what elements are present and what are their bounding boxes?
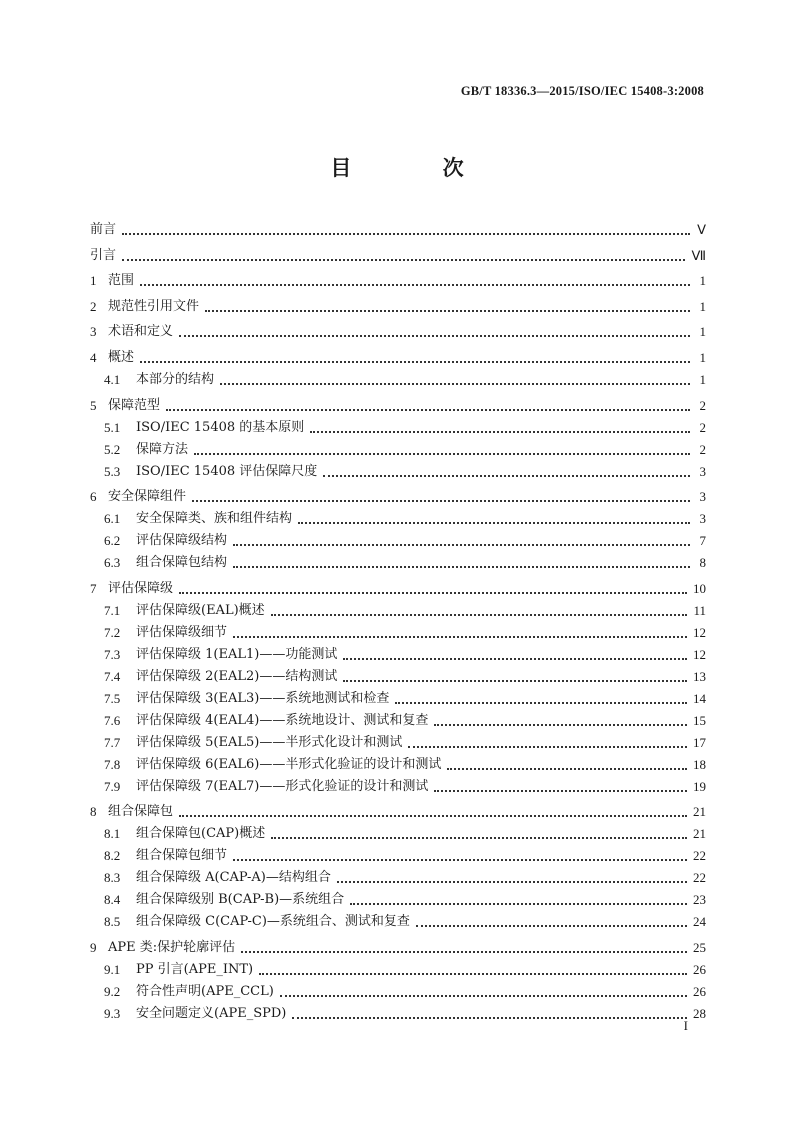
toc-entry-label: 安全保障组件 xyxy=(108,489,187,505)
toc-entry-page: 25 xyxy=(693,939,706,955)
toc-entry-number: 7.2 xyxy=(104,624,121,640)
table-of-contents xyxy=(90,219,706,1025)
toc-entry-number: 7.7 xyxy=(104,734,121,750)
toc-entry-number: 6.3 xyxy=(104,555,121,571)
toc-entry-label: 前言 xyxy=(90,222,117,237)
toc-entry-label: 概述 xyxy=(108,349,135,365)
toc-entry[interactable] xyxy=(90,245,706,267)
toc-entry-number: 8.4 xyxy=(104,892,121,908)
toc-entry-page: 23 xyxy=(693,892,706,908)
toc-leader-dots xyxy=(205,309,690,312)
toc-entry-label: PP 引言(APE_INT) xyxy=(136,961,254,977)
toc-leader-dots xyxy=(271,836,687,839)
toc-entry-page: 1 xyxy=(699,324,706,340)
toc-entry-label: 组合保障包(CAP)概述 xyxy=(136,826,266,842)
toc-entry[interactable] xyxy=(90,845,706,867)
toc-entry-page: 1 xyxy=(699,298,706,314)
toc-leader-dots xyxy=(434,723,687,726)
toc-entry-page: 2 xyxy=(699,397,706,413)
toc-entry-number: 8.2 xyxy=(104,848,121,864)
toc-entry-label: 评估保障级 3(EAL3)——系统地测试和检查 xyxy=(136,690,390,706)
toc-entry-label: 保障范型 xyxy=(108,397,161,413)
toc-entry-page: 26 xyxy=(693,961,706,977)
toc-entry-page: 7 xyxy=(699,533,706,549)
toc-leader-dots xyxy=(271,613,688,616)
toc-entry-page: 1 xyxy=(699,273,706,289)
toc-leader-dots xyxy=(140,283,690,286)
toc-leader-dots xyxy=(408,745,687,748)
toc-entry[interactable] xyxy=(90,889,706,911)
toc-entry-page: 18 xyxy=(693,756,706,772)
toc-entry-page: Ⅶ xyxy=(691,247,706,263)
toc-entry-number: 7.3 xyxy=(104,646,121,662)
toc-entry-label: 评估保障级结构 xyxy=(136,533,228,549)
toc-entry-number: 8.1 xyxy=(104,826,121,842)
toc-entry[interactable] xyxy=(90,369,706,391)
toc-entry-page: 15 xyxy=(693,712,706,728)
toc-entry-page: 3 xyxy=(699,511,706,527)
toc-leader-dots xyxy=(343,679,687,682)
toc-entry-number: 4.1 xyxy=(104,371,121,387)
toc-entry-label: 评估保障级 7(EAL7)——形式化验证的设计和测试 xyxy=(136,778,429,794)
toc-entry[interactable] xyxy=(90,552,706,574)
toc-entry-page: 2 xyxy=(699,419,706,435)
toc-entry-page: Ⅴ xyxy=(697,222,706,237)
toc-entry-label: 组合保障包 xyxy=(108,804,174,820)
toc-entry[interactable] xyxy=(90,867,706,889)
toc-entry-number: 5 xyxy=(90,397,97,413)
toc-leader-dots xyxy=(233,543,690,546)
toc-entry-number: 5.1 xyxy=(104,419,121,435)
toc-leader-dots xyxy=(179,591,687,594)
toc-entry-page: 21 xyxy=(693,804,706,820)
toc-entry-number: 6.2 xyxy=(104,533,121,549)
toc-entry-label: 符合性声明(APE_CCL) xyxy=(136,983,274,999)
toc-entry-number: 3 xyxy=(90,324,97,340)
toc-entry-number: 7.5 xyxy=(104,690,121,706)
toc-entry[interactable] xyxy=(90,417,706,439)
toc-entry[interactable] xyxy=(90,823,706,845)
toc-entry[interactable] xyxy=(90,347,706,369)
page-number: I xyxy=(683,1018,688,1033)
toc-entry[interactable] xyxy=(90,776,706,798)
toc-entry-page: 17 xyxy=(693,734,706,750)
toc-entry-page: 28 xyxy=(693,1005,706,1021)
toc-leader-dots xyxy=(416,924,687,927)
toc-entry[interactable] xyxy=(90,578,706,600)
toc-leader-dots xyxy=(259,972,687,975)
toc-entry-label: 评估保障级 4(EAL4)——系统地设计、测试和复查 xyxy=(136,712,429,728)
toc-entry-page: 21 xyxy=(693,826,706,842)
toc-entry-page: 26 xyxy=(693,983,706,999)
toc-entry[interactable] xyxy=(90,270,706,292)
toc-entry-number: 2 xyxy=(90,298,97,314)
toc-entry-number: 8.3 xyxy=(104,870,121,886)
toc-leader-dots xyxy=(434,789,687,792)
toc-entry-number: 7.1 xyxy=(104,602,121,618)
toc-entry-page: 2 xyxy=(699,441,706,457)
toc-entry-page: 10 xyxy=(693,580,706,596)
toc-entry-number: 7.9 xyxy=(104,778,121,794)
toc-leader-dots xyxy=(233,858,687,861)
toc-entry[interactable] xyxy=(90,981,706,1003)
toc-entry[interactable] xyxy=(90,321,706,343)
toc-entry-label: 组合保障包细节 xyxy=(136,848,228,864)
toc-leader-dots xyxy=(310,430,690,433)
toc-leader-dots xyxy=(241,950,687,953)
toc-entry-page: 22 xyxy=(693,848,706,864)
toc-entry-label: 评估保障级(EAL)概述 xyxy=(136,602,265,618)
toc-leader-dots xyxy=(280,994,687,997)
toc-entry-number: 1 xyxy=(90,273,97,289)
toc-entry-number: 9.2 xyxy=(104,983,121,999)
toc-entry[interactable] xyxy=(90,801,706,823)
toc-entry[interactable] xyxy=(90,911,706,933)
toc-entry-label: 保障方法 xyxy=(136,441,189,457)
toc-entry-label: 引言 xyxy=(90,247,117,263)
toc-entry[interactable] xyxy=(90,732,706,754)
toc-entry[interactable] xyxy=(90,622,706,644)
toc-entry-label: 规范性引用文件 xyxy=(108,298,200,314)
toc-entry-page: 12 xyxy=(693,646,706,662)
toc-entry[interactable] xyxy=(90,959,706,981)
toc-leader-dots xyxy=(166,408,690,411)
toc-entry-number: 6.1 xyxy=(104,511,121,527)
toc-leader-dots xyxy=(179,814,687,817)
toc-entry[interactable] xyxy=(90,666,706,688)
toc-entry[interactable] xyxy=(90,600,706,622)
toc-entry-page: 1 xyxy=(699,371,706,387)
toc-entry[interactable] xyxy=(90,461,706,483)
toc-leader-dots xyxy=(298,521,690,524)
toc-entry-number: 7.8 xyxy=(104,756,121,772)
toc-entry[interactable] xyxy=(90,688,706,710)
toc-leader-dots xyxy=(395,701,687,704)
toc-entry-label: ISO/IEC 15408 评估保障尺度 xyxy=(136,463,318,479)
toc-entry[interactable] xyxy=(90,530,706,552)
toc-entry-label: 组合保障级 A(CAP-A)—结构组合 xyxy=(136,870,331,886)
toc-entry-page: 13 xyxy=(693,668,706,684)
toc-entry-page: 3 xyxy=(699,463,706,479)
toc-entry-page: 1 xyxy=(699,349,706,365)
toc-entry-number: 6 xyxy=(90,489,97,505)
toc-entry-number: 7.4 xyxy=(104,668,121,684)
toc-leader-dots xyxy=(343,657,687,660)
toc-entry-page: 12 xyxy=(693,624,706,640)
toc-entry[interactable] xyxy=(90,395,706,417)
toc-entry-page: 24 xyxy=(693,914,706,930)
toc-entry-page: 11 xyxy=(693,602,706,618)
toc-entry-label: 组合保障级别 B(CAP-B)—系统组合 xyxy=(136,892,345,908)
toc-entry-label: 评估保障级 xyxy=(108,580,174,596)
toc-entry[interactable] xyxy=(90,486,706,508)
toc-entry[interactable] xyxy=(90,754,706,776)
toc-leader-dots xyxy=(292,1016,687,1019)
toc-leader-dots xyxy=(447,767,687,770)
toc-entry[interactable] xyxy=(90,219,706,241)
toc-entry-page: 22 xyxy=(693,870,706,886)
toc-entry-label: 评估保障级 2(EAL2)——结构测试 xyxy=(136,668,338,684)
toc-entry[interactable] xyxy=(90,710,706,732)
toc-entry-page: 8 xyxy=(699,555,706,571)
toc-entry-number: 7 xyxy=(90,580,97,596)
toc-leader-dots xyxy=(220,382,690,385)
toc-entry[interactable] xyxy=(90,296,706,318)
toc-entry-number: 8.5 xyxy=(104,914,121,930)
toc-entry-label: 安全保障类、族和组件结构 xyxy=(136,511,293,527)
toc-entry-label: 本部分的结构 xyxy=(136,371,215,387)
standard-code: GB/T 18336.3—2015/ISO/IEC 15408-3:2008 xyxy=(460,84,704,98)
toc-entry[interactable] xyxy=(90,1003,706,1025)
toc-entry-label: 评估保障级细节 xyxy=(136,624,228,640)
toc-entry[interactable] xyxy=(90,644,706,666)
toc-entry-label: ISO/IEC 15408 的基本原则 xyxy=(136,419,305,435)
page-title: 目 次 xyxy=(330,156,506,180)
toc-entry-number: 5.2 xyxy=(104,441,121,457)
toc-entry-page: 3 xyxy=(699,489,706,505)
toc-entry-page: 19 xyxy=(693,778,706,794)
toc-leader-dots xyxy=(192,499,690,502)
toc-entry-number: 5.3 xyxy=(104,463,121,479)
toc-leader-dots xyxy=(122,258,685,261)
toc-entry-label: 安全问题定义(APE_SPD) xyxy=(136,1005,287,1021)
toc-entry-label: APE 类:保护轮廓评估 xyxy=(108,939,236,955)
toc-entry[interactable] xyxy=(90,439,706,461)
toc-leader-dots xyxy=(337,880,687,883)
toc-entry-number: 9.1 xyxy=(104,961,121,977)
toc-leader-dots xyxy=(350,902,687,905)
toc-entry-label: 评估保障级 5(EAL5)——半形式化设计和测试 xyxy=(136,734,403,750)
toc-leader-dots xyxy=(194,452,690,455)
toc-entry-page: 14 xyxy=(693,690,706,706)
toc-entry-number: 7.6 xyxy=(104,712,121,728)
toc-entry-number: 9 xyxy=(90,939,97,955)
toc-entry-label: 范围 xyxy=(108,273,135,289)
toc-leader-dots xyxy=(233,565,690,568)
toc-leader-dots xyxy=(323,474,690,477)
toc-entry[interactable] xyxy=(90,937,706,959)
toc-entry-label: 评估保障级 6(EAL6)——半形式化验证的设计和测试 xyxy=(136,756,442,772)
toc-entry-label: 组合保障包结构 xyxy=(136,555,228,571)
toc-leader-dots xyxy=(122,232,690,235)
toc-entry-number: 9.3 xyxy=(104,1005,121,1021)
toc-leader-dots xyxy=(140,360,690,363)
toc-entry-label: 评估保障级 1(EAL1)——功能测试 xyxy=(136,646,338,662)
toc-entry-number: 4 xyxy=(90,349,97,365)
toc-entry[interactable] xyxy=(90,508,706,530)
toc-entry-label: 组合保障级 C(CAP-C)—系统组合、测试和复查 xyxy=(136,914,410,930)
toc-entry-label: 术语和定义 xyxy=(108,324,174,340)
toc-leader-dots xyxy=(233,635,687,638)
toc-leader-dots xyxy=(179,334,690,337)
toc-entry-number: 8 xyxy=(90,804,97,820)
